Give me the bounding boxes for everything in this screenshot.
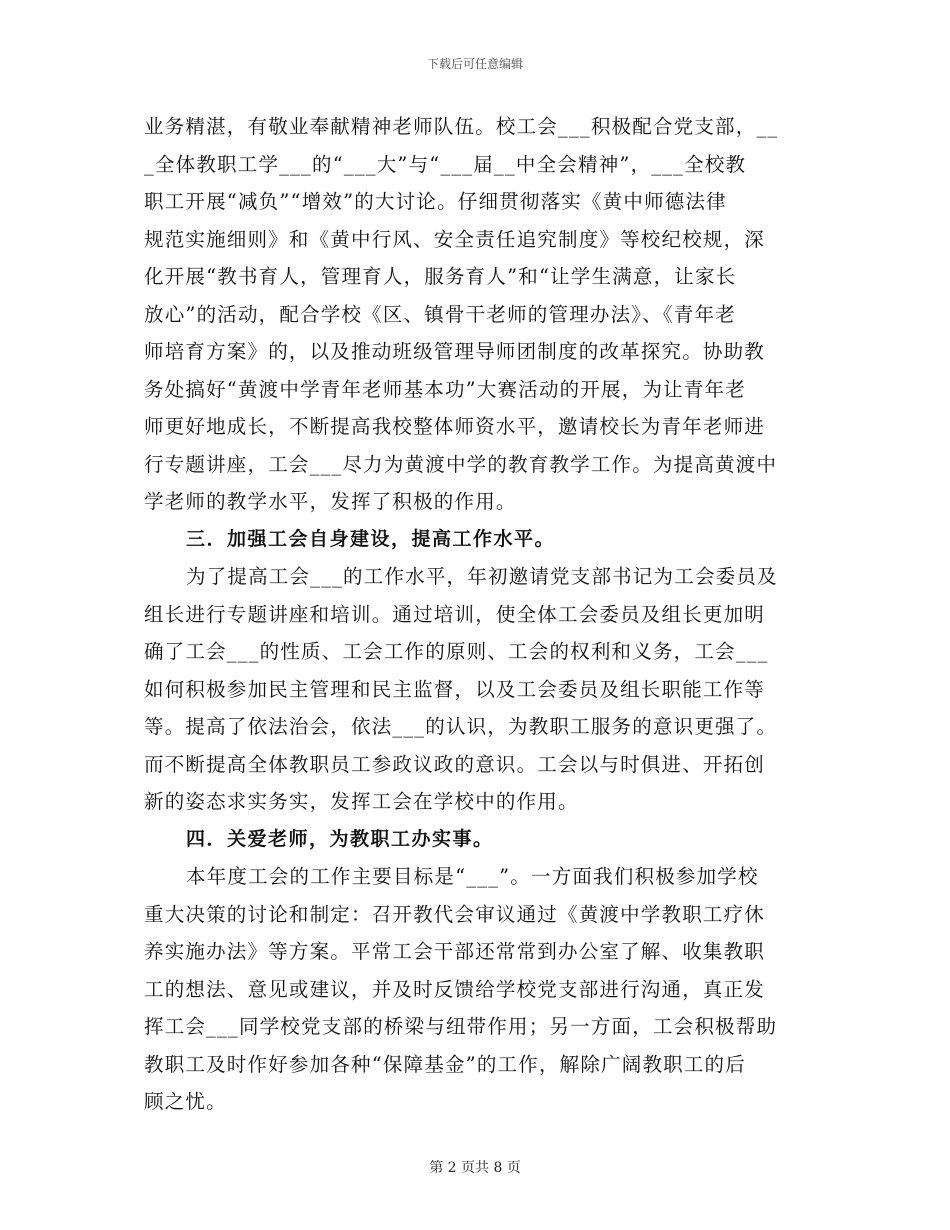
page-number-footer: 第 2 页共 8 页	[429, 1160, 521, 1176]
text-line: 职工开展“减负”“增效”的大讨论。仔细贯彻落实《黄中师德法律	[144, 190, 727, 213]
document-body	[144, 108, 808, 1121]
text-line: 确了工会___的性质、工会工作的原则、工会的权利和义务，工会___	[144, 640, 769, 663]
text-line: 挥工会___同学校党支部的桥梁与纽带作用；另一方面，工会积极帮助	[144, 1015, 778, 1038]
text-line: 等。提高了依法治会，依法___的认识，为教职工服务的意识更强了。	[144, 715, 778, 738]
text-line: 为了提高工会___的工作水平，年初邀请党支部书记为工会委员及	[186, 565, 778, 588]
text-line: 教职工及时作好参加各种“保障基金”的工作，解除广阔教职工的后	[144, 1052, 746, 1076]
text-line: 组长进行专题讲座和培训。通过培训，使全体工会委员及组长更加明	[144, 602, 766, 626]
text-line: 行专题讲座，工会___尽力为黄渡中学的教育教学工作。为提高黄渡中	[144, 452, 778, 476]
text-line: 师培育方案》的，以及推动班级管理导师团制度的改革探究。协助教	[144, 340, 766, 363]
text-line: 工的想法、意见或建议，并及时反馈给学校党支部进行沟通，真正发	[144, 977, 766, 1001]
text-line: 顾之忧。	[144, 1090, 227, 1113]
text-line: 化开展“教书育人，管理育人，服务育人”和“让学生满意，让家长	[144, 265, 737, 288]
text-line: 业务精湛，有敬业奉献精神老师队伍。校工会___积极配合党支部，__	[144, 115, 779, 138]
section-heading: 三．加强工会自身建设，提高工作水平。	[186, 527, 556, 550]
text-line: _全体教职工学___的“___大”与“___届__中全会精神”，___全校教	[144, 152, 747, 176]
text-line: 如何积极参加民主管理和民主监督，以及工会委员及组长职能工作等	[144, 677, 766, 701]
text-line: 养实施办法》等方案。平常工会干部还常常到办公室了解、收集教职	[144, 940, 766, 963]
text-line: 重大决策的讨论和制定：召开教代会审议通过《黄渡中学教职工疗休	[144, 902, 766, 926]
section-heading: 四．关爱老师，为教职工办实事。	[186, 827, 494, 850]
text-line: 新的姿态求实务实，发挥工会在学校中的作用。	[144, 790, 579, 813]
page-header: 下载后可任意编辑	[426, 57, 523, 71]
text-line: 而不断提高全体教职员工参政议政的意识。工会以与时俱进、开拓创	[144, 752, 766, 776]
text-line: 放心”的活动，配合学校《区、镇骨干老师的管理办法》、《青年老	[144, 302, 736, 326]
text-line: 本年度工会的工作主要目标是“___”。一方面我们积极参加学校	[186, 865, 759, 888]
text-line: 规范实施细则》和《黄中行风、安全责任追究制度》等校纪校规，深	[144, 227, 766, 251]
text-line: 学老师的教学水平，发挥了积极的作用。	[144, 490, 517, 513]
text-line: 务处搞好“黄渡中学青年老师基本功”大赛活动的开展，为让青年老	[144, 377, 746, 401]
text-line: 师更好地成长，不断提高我校整体师资水平，邀请校长为青年老师进	[144, 415, 766, 438]
